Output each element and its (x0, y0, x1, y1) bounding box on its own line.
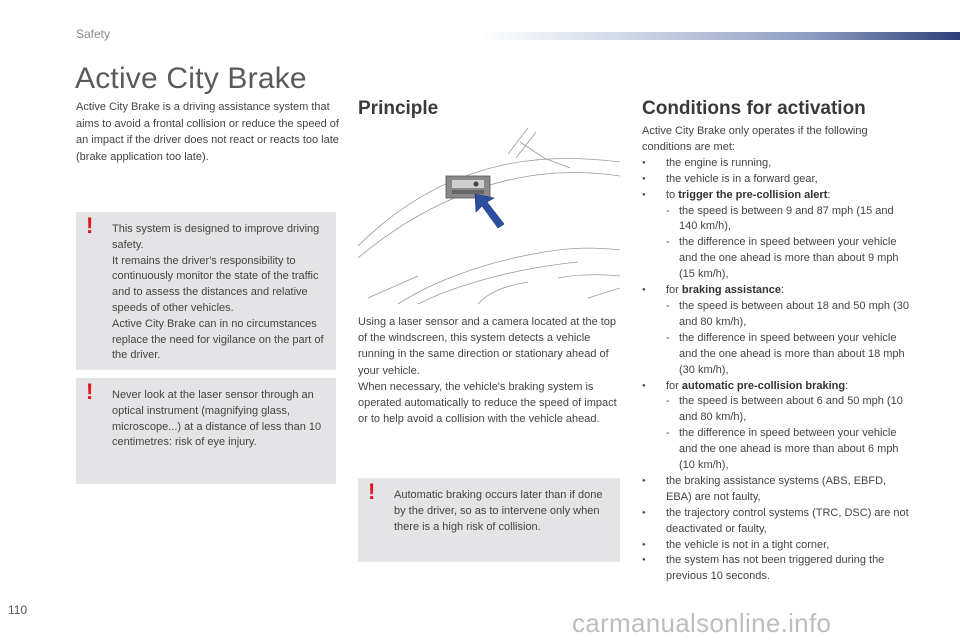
condition-prefix: for (666, 379, 682, 392)
principle-title: Principle (358, 98, 439, 119)
condition-prefix: for (666, 284, 682, 297)
condition-suffix: : (845, 379, 849, 392)
warning-box-eye (76, 378, 336, 484)
condition-subitem: - the difference in speed between your vehicle and the one ahead is more than about 6 mph (10 km/h), (642, 426, 912, 474)
condition-subitem: - the speed is between 9 and 87 mph (15 and 140 km/h), (642, 204, 912, 236)
warning-exclamation-icon: ! (86, 213, 94, 238)
condition-item: ● the vehicle is in a forward gear, (642, 172, 912, 188)
warning-exclamation-icon: ! (368, 479, 376, 504)
warning-text: Automatic braking occurs later than if done by the driver, so as to intervene only when there is a high risk of collision. (394, 489, 603, 533)
intro-paragraph: Active City Brake is a driving assistance system that aims to avoid a frontal collision or reduce the speed of an impact if the driver does not react or reacts too late (brake application too late). (76, 101, 339, 163)
conditions-title: Conditions for activation (642, 98, 866, 119)
condition-subitem: - the speed is between about 18 and 50 mph (30 and 80 km/h), (642, 299, 912, 331)
condition-keyword: automatic pre-collision braking (681, 379, 846, 392)
condition-item-braking-assistance (642, 283, 912, 299)
condition-item-alert (642, 188, 912, 204)
condition-prefix: to (666, 188, 679, 201)
warning-text: This system is designed to improve driving safety. It remains the driver's responsibility to continuously monitor the state of the traffic and to assess the distances and relative speeds of other vehicles. Active City Brake can in no circumstances replace the need for vigilance on the part of the driver. (112, 223, 324, 362)
condition-item: ● the braking assistance systems (ABS, EBFD, EBA) are not faulty, (642, 474, 912, 506)
condition-item: ● the system has not been triggered during the previous 10 seconds. (642, 553, 912, 585)
condition-item: ● the trajectory control systems (TRC, DSC) are not deactivated or faulty, (642, 506, 912, 538)
principle-text: Using a laser sensor and a camera located at the top of the windscreen, this system detects a vehicle running in the same direction or stationary ahead of your vehicle. When necessary, the vehicle's braking system is operated automatically to reduce the speed of impact or to help avoid a collision with the vehicle ahead. (358, 316, 617, 426)
conditions-list (642, 124, 912, 585)
page-title: Active City Brake (75, 62, 307, 95)
condition-keyword: braking assistance (681, 284, 781, 297)
condition-item: ● the vehicle is not in a tight corner, (642, 538, 912, 554)
watermark: carmanualsonline.info (572, 608, 832, 638)
warning-text: Never look at the laser sensor through an optical instrument (magnifying glass, microscope...) at a distance of less than 10 centimetres: risk of eye injury. (112, 389, 322, 449)
pointer-arrow (475, 194, 504, 228)
condition-subitem: - the difference in speed between your vehicle and the one ahead is more than about 9 mph (15 km/h), (642, 235, 912, 283)
condition-item-auto-braking (642, 379, 912, 395)
condition-subitem: - the difference in speed between your vehicle and the one ahead is more than about 18 mph (30 km/h), (642, 331, 912, 379)
warning-box-safety (76, 212, 336, 370)
condition-subitem: - the speed is between about 6 and 50 mph (10 and 80 km/h), (642, 394, 912, 426)
windscreen-sensor-illustration (358, 128, 620, 304)
condition-suffix: : (827, 188, 831, 201)
warning-exclamation-icon: ! (86, 379, 94, 404)
condition-suffix: : (780, 284, 785, 297)
condition-item: ● the engine is running, (642, 156, 912, 172)
header-gradient-bar (478, 32, 960, 40)
windscreen-illustration-svg (358, 128, 620, 304)
section-label: Safety (76, 27, 111, 41)
warning-box-braking (358, 478, 620, 562)
condition-keyword: trigger the pre-collision alert (678, 188, 828, 201)
page-number: 110 (8, 603, 28, 617)
conditions-intro: Active City Brake only operates if the following conditions are met: (642, 125, 868, 153)
